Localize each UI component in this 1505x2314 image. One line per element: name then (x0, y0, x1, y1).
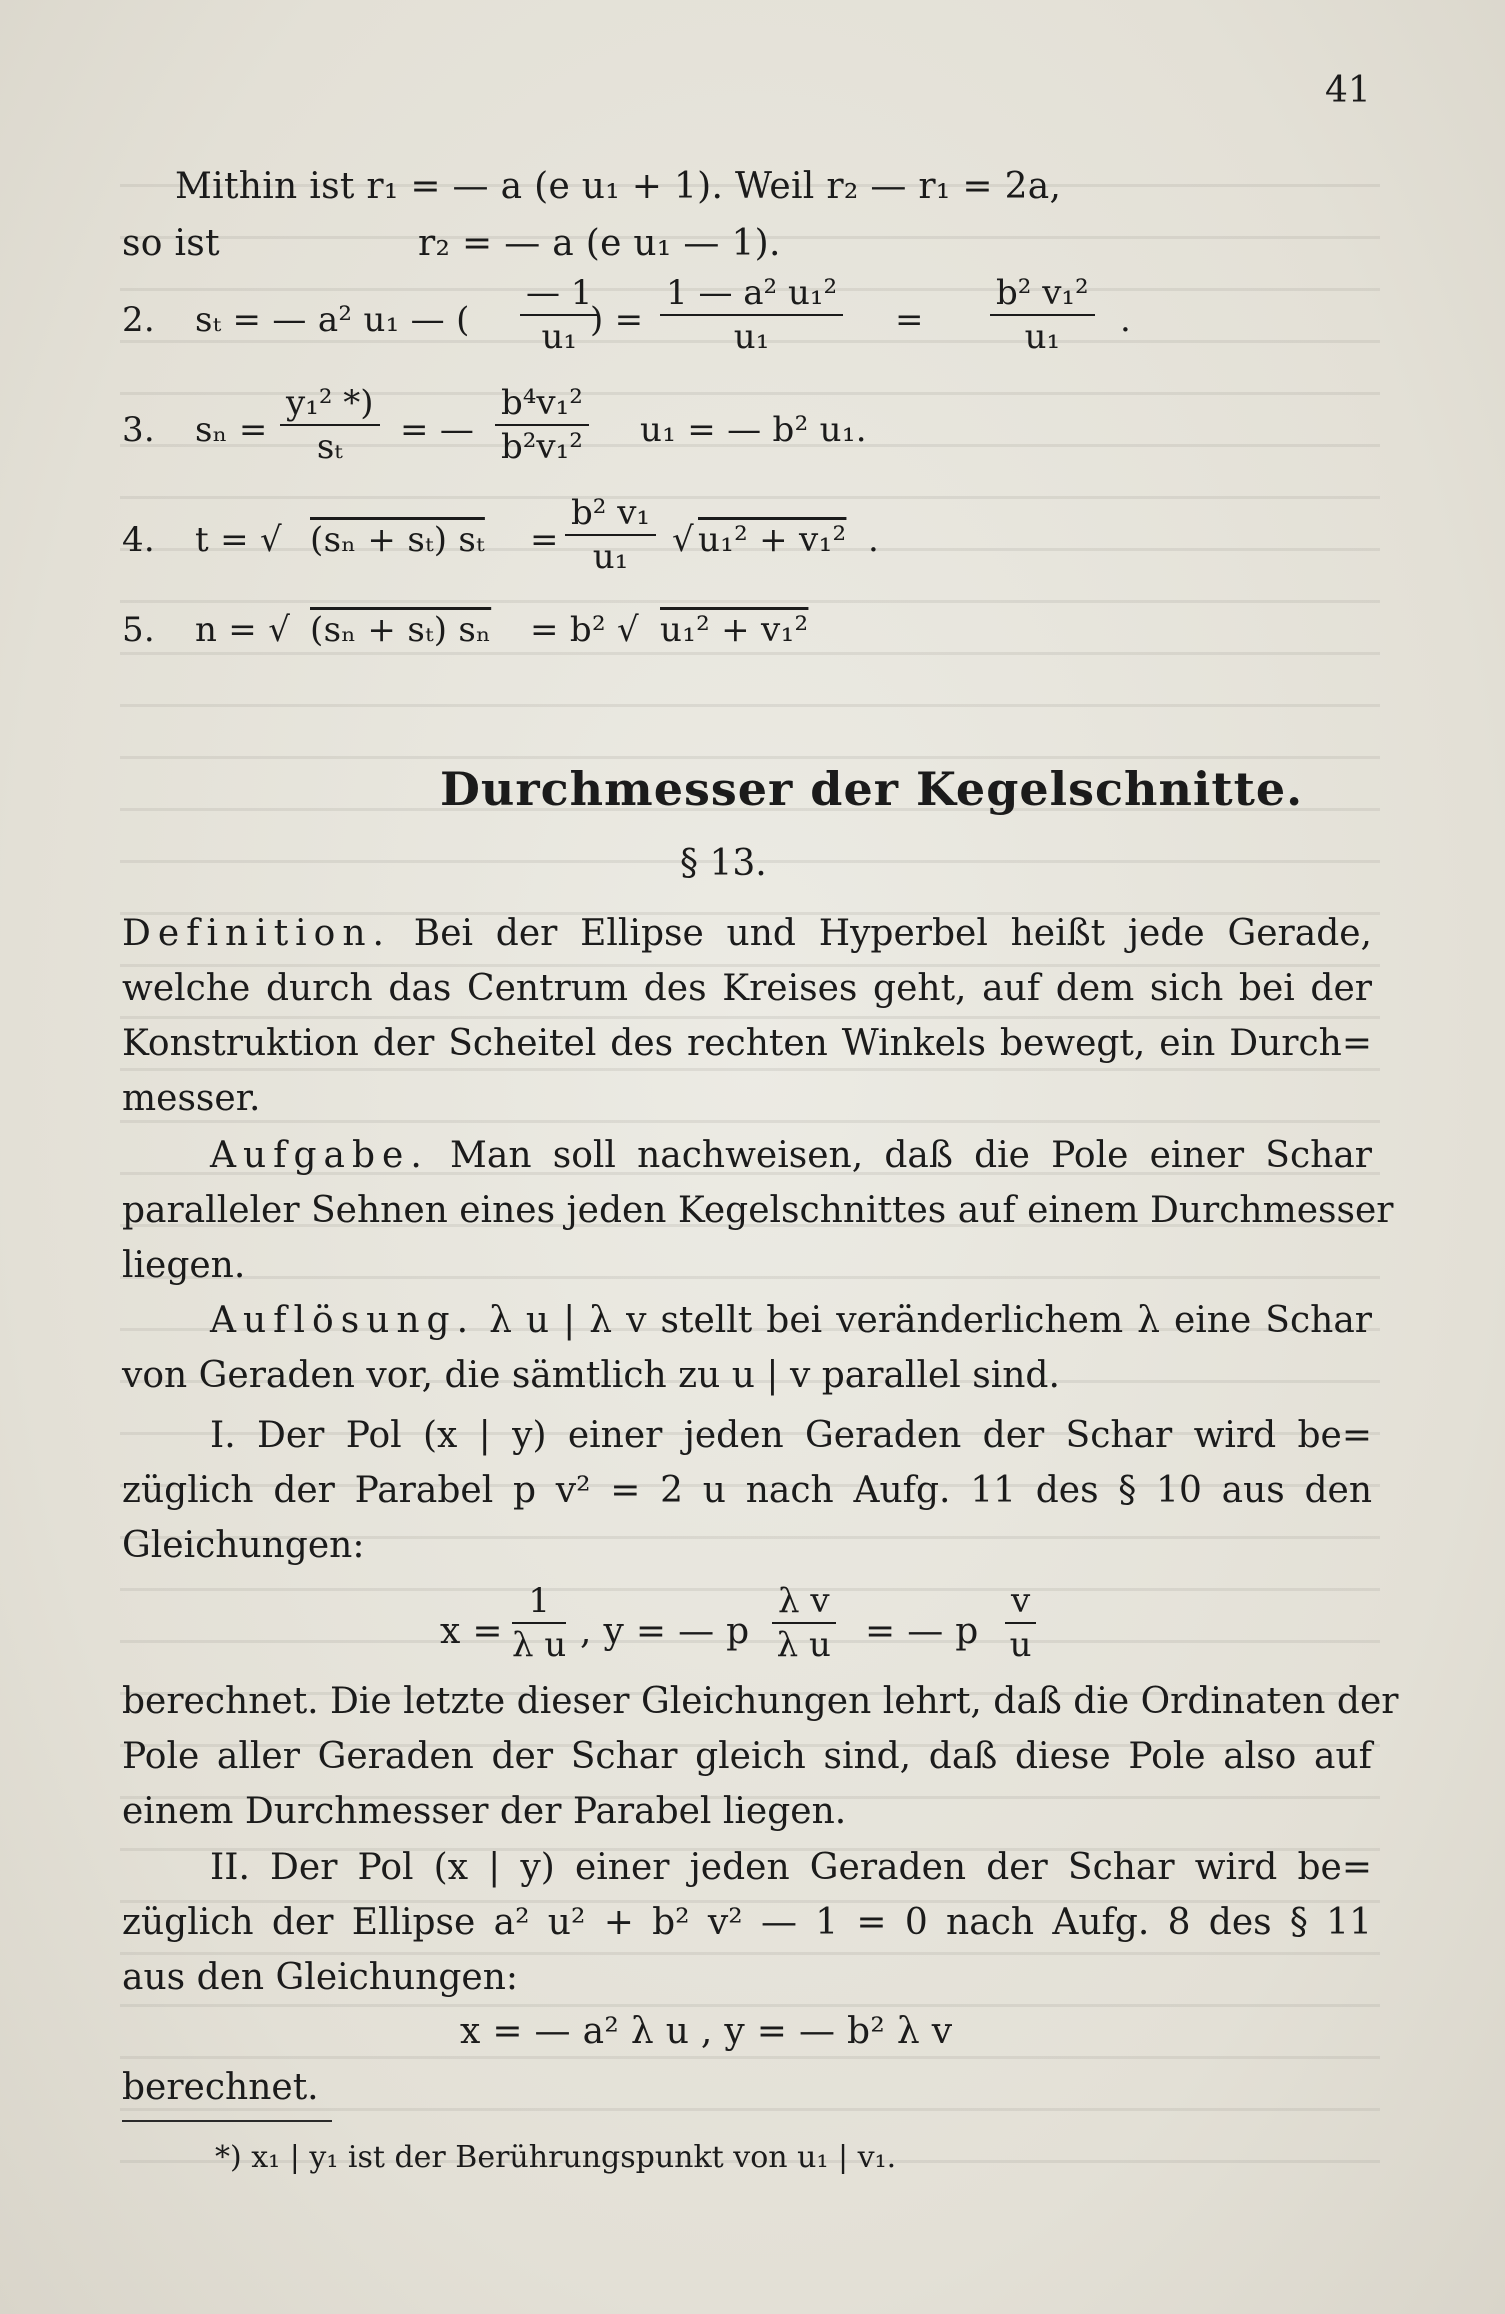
mithin-line: Mithin ist r₁ = — a (e u₁ + 1). Weil r₂ — r₁ = 2a, (175, 166, 1062, 207)
section-number: § 13. (680, 843, 767, 884)
formula-2-end: . (1120, 300, 1132, 340)
formula-4-lhs: t = √ (195, 520, 282, 560)
denominator: sₜ (316, 427, 343, 467)
formula-5-label: 5. (122, 610, 156, 650)
formula-2-fraction-3 (990, 272, 1095, 358)
numerator: y₁² *) (280, 382, 380, 426)
part-1-after-1: berechnet. Die letzte dieser Gleichungen lehrt, daß die Ordinaten der (122, 1681, 1399, 1722)
formula-4-radicand-2: u₁² + v₁² (698, 520, 847, 560)
aufgabe-text: Man soll nachweisen, daß die Pole einer Schar (450, 1135, 1372, 1176)
formula-2-label: 2. (122, 300, 156, 340)
part-2-line-2: züglich der Ellipse a² u² + b² v² — 1 = 0 nach Aufg. 8 des § 11 (122, 1902, 1372, 1943)
definition-text: Bei der Ellipse und Hyperbel heißt jede Gerade, (413, 913, 1372, 954)
formula-5-mid: = b² √ (530, 610, 639, 650)
formula-4-fraction (565, 492, 656, 578)
numerator: v (1005, 1580, 1036, 1624)
part-2-after: berechnet. (122, 2067, 319, 2108)
formula-3-fraction-1 (280, 382, 380, 468)
denominator: λ u (512, 1625, 567, 1665)
numerator: λ v (772, 1580, 836, 1624)
part-1-fraction-1 (512, 1580, 566, 1666)
so-ist-label: so ist (122, 223, 220, 264)
denominator: u₁ (733, 317, 770, 357)
part-2-equation: x = — a² λ u , y = — b² λ v (460, 2011, 953, 2052)
aufgabe-lead: Aufgabe. (210, 1135, 429, 1176)
denominator: b²v₁² (501, 427, 583, 467)
formula-5-radicand: (sₙ + sₜ) sₙ (310, 610, 492, 650)
aufgabe-line-1 (210, 1130, 1372, 1182)
formula-3-end: u₁ = — b² u₁. (640, 410, 867, 450)
part-1-line-2: züglich der Parabel p v² = 2 u nach Aufg. 11 des § 10 aus den (122, 1470, 1372, 1511)
formula-3-lhs: sₙ = (195, 410, 268, 450)
part-2-line-3: aus den Gleichungen: (122, 1957, 519, 1998)
denominator: λ u (776, 1625, 831, 1665)
aufloesung-line-1 (210, 1295, 1372, 1347)
aufgabe-line-3: liegen. (122, 1245, 246, 1286)
page-number: 41 (1325, 70, 1371, 111)
denominator: u (1009, 1625, 1032, 1665)
formula-2-fraction-2 (660, 272, 843, 358)
eq-mid: = — p (865, 1611, 979, 1652)
part-1-after-2: Pole aller Geraden der Schar gleich sind, daß diese Pole also auf (122, 1736, 1372, 1777)
part-1-after-3: einem Durchmesser der Parabel liegen. (122, 1791, 847, 1832)
part-2-line-1: II. Der Pol (x | y) einer jeden Geraden der Schar wird be= (210, 1847, 1372, 1888)
part-1-fraction-3 (1005, 1580, 1036, 1666)
formula-3-fraction-2 (495, 382, 589, 468)
section-heading: Durchmesser der Kegelschnitte. (440, 762, 1304, 816)
denominator: u₁ (541, 317, 577, 357)
aufloesung-lead: Auflösung. (210, 1300, 476, 1341)
formula-3-label: 3. (122, 410, 156, 450)
formula-4-root: √ (672, 520, 694, 560)
aufgabe-line-2: paralleler Sehnen eines jeden Kegelschnittes auf einem Durchmesser (122, 1190, 1394, 1231)
formula-2-inner-fraction (520, 272, 598, 358)
footnote: *) x₁ | y₁ ist der Berührungspunkt von u₁ | v₁. (215, 2140, 897, 2175)
formula-5-radicand-2: u₁² + v₁² (660, 610, 809, 650)
eq-y: , y = — p (580, 1611, 750, 1652)
part-1-line-3: Gleichungen: (122, 1525, 365, 1566)
eq-x: x = (440, 1611, 503, 1652)
aufloesung-line-2: von Geraden vor, die sämtlich zu u | v parallel sind. (122, 1355, 1060, 1396)
definition-line-1 (122, 908, 1372, 960)
formula-2-lhs: sₜ = — a² u₁ — ( (195, 300, 470, 340)
formula-4-eq: = (530, 520, 559, 560)
part-1-line-1: I. Der Pol (x | y) einer jeden Geraden der Schar wird be= (210, 1415, 1372, 1456)
numerator: 1 — a² u₁² (660, 272, 843, 316)
part-1-fraction-2 (772, 1580, 836, 1666)
definition-line-2: welche durch das Centrum des Kreises geht, auf dem sich bei der (122, 968, 1372, 1009)
footnote-rule (122, 2120, 332, 2122)
formula-3-mid: = — (400, 410, 475, 450)
formula-4-label: 4. (122, 520, 156, 560)
numerator: b² v₁² (990, 272, 1095, 316)
aufloesung-text: λ u | λ v stellt bei veränderlichem λ eine Schar (489, 1300, 1372, 1341)
formula-2-mid: ) = (590, 300, 644, 340)
denominator: u₁ (592, 537, 629, 577)
formula-5-lhs: n = √ (195, 610, 291, 650)
numerator: b⁴v₁² (495, 382, 589, 426)
definition-line-3: Konstruktion der Scheitel des rechten Winkels bewegt, ein Durch= (122, 1023, 1372, 1064)
formula-2-eq: = (895, 300, 924, 340)
r2-formula: r₂ = — a (e u₁ — 1). (418, 223, 781, 264)
formula-4-radicand: (sₙ + sₜ) sₜ (310, 520, 485, 560)
denominator: u₁ (1024, 317, 1061, 357)
definition-lead: Definition. (122, 913, 391, 954)
definition-line-4: messer. (122, 1078, 261, 1119)
numerator: 1 (512, 1580, 566, 1624)
formula-4-end: . (868, 520, 880, 560)
numerator: — 1 (520, 272, 598, 316)
numerator: b² v₁ (565, 492, 656, 536)
